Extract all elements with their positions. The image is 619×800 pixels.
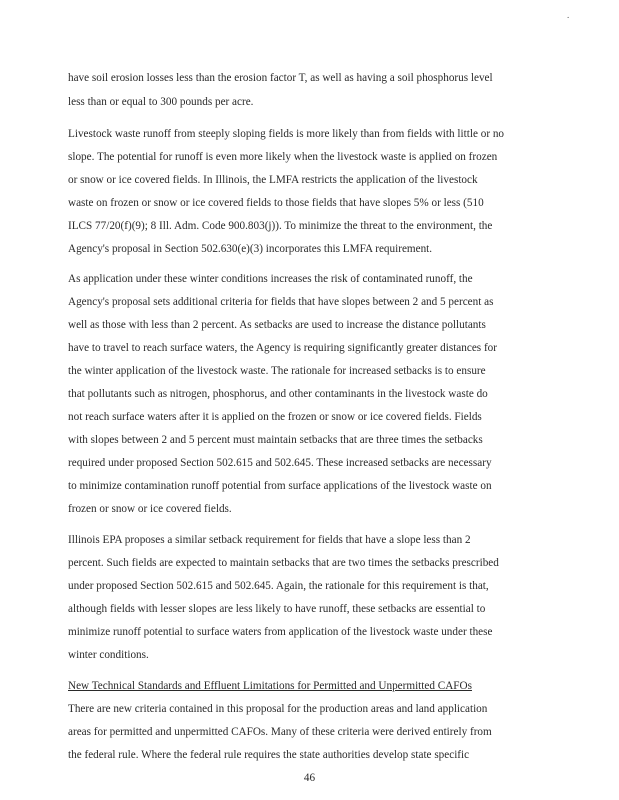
paragraph-4-line-1: Illinois EPA proposes a similar setback requirement for fields that have a slope less than 2 [68, 534, 471, 546]
paragraph-2-line-3: or snow or ice covered fields. In Illinois, the LMFA restricts the application of the livestock [68, 174, 478, 186]
paragraph-3-line-8: with slopes between 2 and 5 percent must maintain setbacks that are three times the setbacks [68, 434, 483, 446]
paragraph-4-line-3: under proposed Section 502.615 and 502.645. Again, the rationale for this requirement is that, [68, 580, 489, 592]
corner-mark: . [567, 10, 570, 20]
paragraph-4-line-6: winter conditions. [68, 649, 149, 661]
paragraph-3-line-1: As application under these winter conditions increases the risk of contaminated runoff, the [68, 273, 473, 285]
page-number: 46 [303, 772, 316, 784]
section-heading: New Technical Standards and Effluent Limitations for Permitted and Unpermitted CAFOs [68, 680, 472, 692]
paragraph-3-line-9: required under proposed Section 502.615 and 502.645. These increased setbacks are necessary [68, 457, 492, 469]
paragraph-5-line-1: There are new criteria contained in this proposal for the production areas and land application [68, 703, 488, 715]
paragraph-3-line-3: well as those with less than 2 percent. As setbacks are used to increase the distance pollutants [68, 319, 486, 331]
paragraph-3-line-2: Agency's proposal sets additional criteria for fields that have slopes between 2 and 5 percent as [68, 296, 494, 308]
paragraph-3-line-10: to minimize contamination runoff potential from surface applications of the livestock waste on [68, 480, 492, 492]
paragraph-2-line-6: Agency's proposal in Section 502.630(e)(3) incorporates this LMFA requirement. [68, 243, 433, 255]
paragraph-5-line-3: the federal rule. Where the federal rule requires the state authorities develop state specific [68, 749, 470, 761]
paragraph-4-line-2: percent. Such fields are expected to maintain setbacks that are two times the setbacks prescribed [68, 557, 499, 569]
paragraph-4-line-5: minimize runoff potential to surface waters from application of the livestock waste under these [68, 626, 493, 638]
paragraph-4-line-4: although fields with lesser slopes are less likely to have runoff, these setbacks are essential to [68, 603, 486, 615]
paragraph-5-line-2: areas for permitted and unpermitted CAFOs. Many of these criteria were derived entirely from [68, 726, 492, 738]
paragraph-2-line-4: waste on frozen or snow or ice covered fields to those fields that have slopes 5% or less (510 [68, 197, 484, 209]
paragraph-3-line-11: frozen or snow or ice covered fields. [68, 503, 232, 515]
paragraph-2-line-1: Livestock waste runoff from steeply sloping fields is more likely than from fields with little or no [68, 128, 505, 140]
paragraph-3-line-5: the winter application of the livestock waste. The rationale for increased setbacks is to ensure [68, 365, 486, 377]
paragraph-3-line-7: not reach surface waters after it is applied on the frozen or snow or ice covered fields. Fields [68, 411, 482, 423]
paragraph-3-line-6: that pollutants such as nitrogen, phosphorus, and other contaminants in the livestock waste do [68, 388, 488, 400]
paragraph-1-line-1: have soil erosion losses less than the erosion factor T, as well as having a soil phosphorus level [68, 72, 493, 84]
paragraph-1-line-2: less than or equal to 300 pounds per acre. [68, 96, 254, 108]
paragraph-2-line-2: slope. The potential for runoff is even more likely when the livestock waste is applied on frozen [68, 151, 498, 163]
paragraph-3-line-4: have to travel to reach surface waters, the Agency is requiring significantly greater distances for [68, 342, 497, 354]
paragraph-2-line-5: ILCS 77/20(f)(9); 8 Ill. Adm. Code 900.803(j)). To minimize the threat to the environment, the [68, 220, 493, 232]
